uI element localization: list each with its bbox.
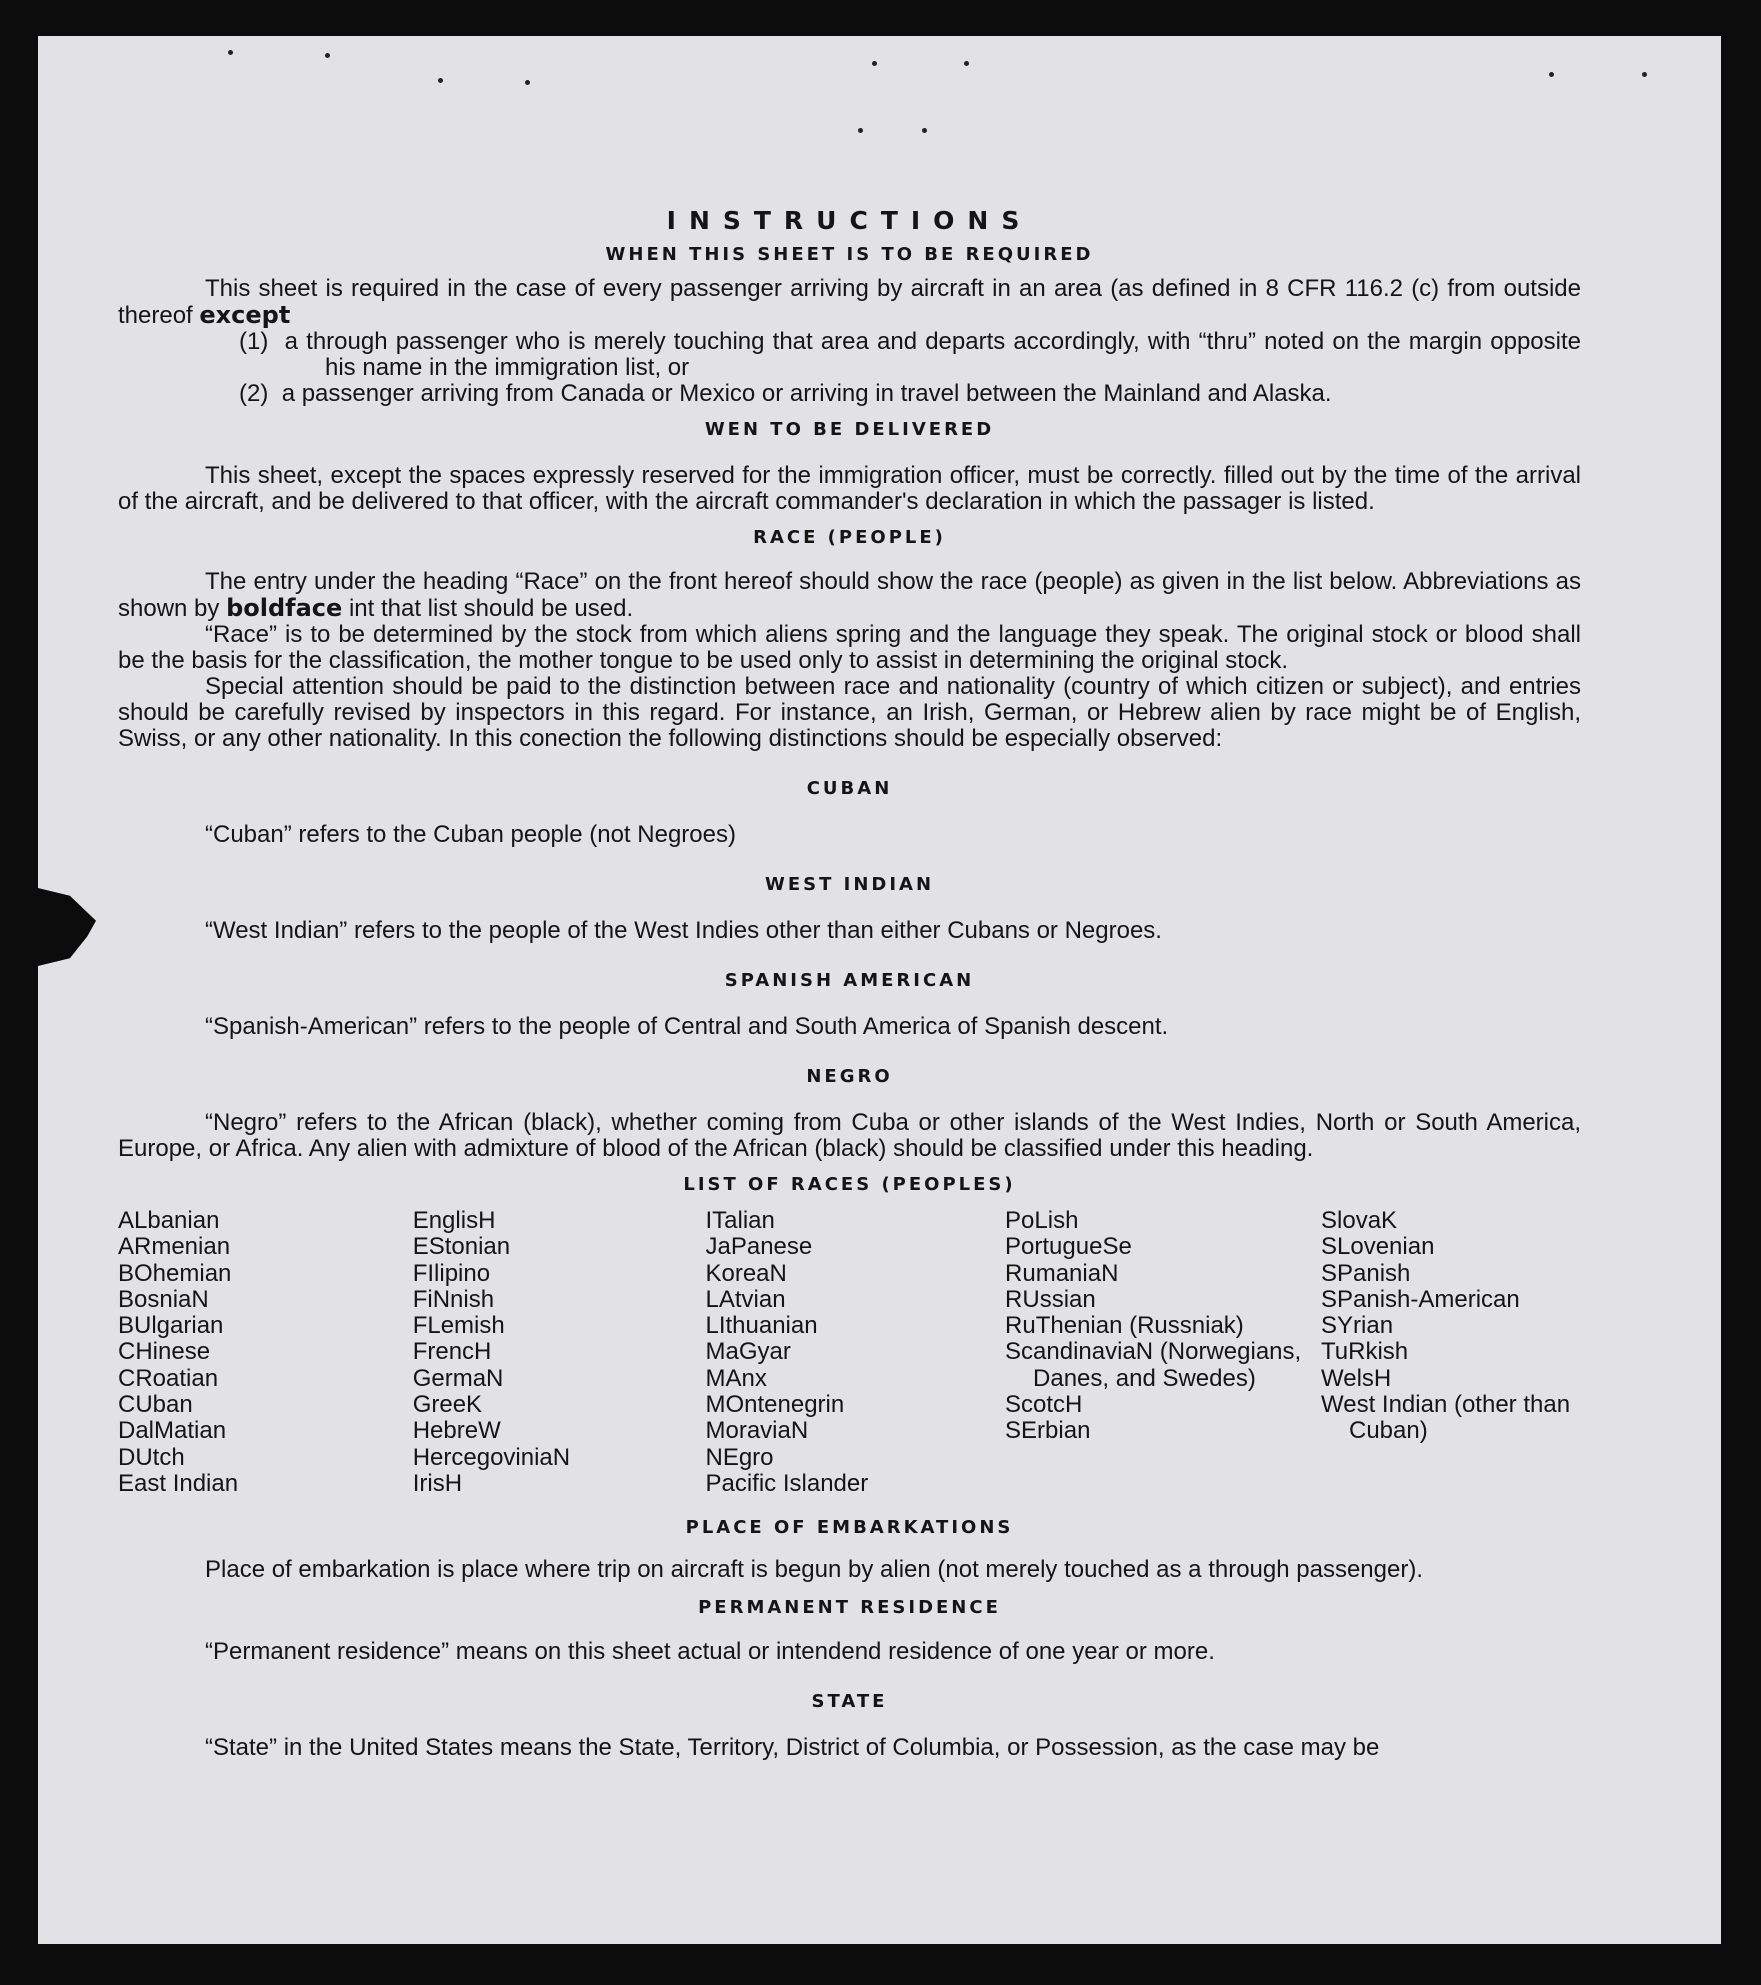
race-entry: Pacific Islander <box>705 1469 869 1497</box>
section-heading: STATE <box>811 1691 888 1713</box>
section-heading: WEST INDIAN <box>764 874 935 895</box>
paragraph: “Race” is to be determined by the stock from which aliens spring and the language they speak. The original stock or blood shall be the basis for the classification, the mother tongue to be used only to assist in determining the original stock. <box>118 621 1581 674</box>
race-entry: FIlipino <box>412 1259 491 1287</box>
race-entry: EStonian <box>412 1233 511 1261</box>
item-text: a passenger arriving from Canada or Mexico or arriving in travel between the Mainland and Alaska. <box>281 380 1332 407</box>
section-heading: PLACE OF EMBARKATIONS <box>685 1517 1014 1539</box>
race-entry: HercegoviniaN <box>412 1443 571 1471</box>
list-item <box>118 381 1581 407</box>
race-entry: KoreaN <box>705 1259 787 1287</box>
paragraph: “Permanent residence” means on this sheet actual or intendend residence of one year or more. <box>205 1638 1215 1666</box>
race-entry: FrencH <box>412 1338 492 1366</box>
race-entry: ALbanian <box>118 1207 220 1234</box>
race-entry: DalMatian <box>118 1417 227 1445</box>
page-edge-tear <box>38 888 96 966</box>
section-when-delivered <box>118 419 1581 515</box>
section-when-required <box>118 244 1581 407</box>
section-heading: SPANISH AMERICAN <box>724 970 975 991</box>
race-entry: CUban <box>118 1391 193 1419</box>
race-entry: SPanish <box>1321 1259 1411 1287</box>
paragraph: “Negro” refers to the African (black), whether coming from Cuba or other islands of the West Indies, North or South America, Europe, or Africa. Any alien with admixture of blood of the African (black) should be classified under this heading. <box>118 1109 1581 1162</box>
speck <box>922 128 927 133</box>
item-number: (2) <box>239 380 269 407</box>
race-entry: MaGyar <box>705 1338 791 1366</box>
bold-term: boldface <box>226 594 343 622</box>
race-entry: ITalian <box>705 1207 775 1234</box>
race-entry: SLovenian <box>1321 1233 1435 1261</box>
speck <box>228 50 233 55</box>
paragraph <box>118 569 1581 622</box>
race-entry: CRoatian <box>118 1364 219 1392</box>
race-entry: FiNnish <box>412 1285 495 1313</box>
race-entry: BUlgarian <box>118 1312 224 1340</box>
section-heading: CUBAN <box>806 778 893 799</box>
paragraph <box>118 276 1581 329</box>
race-entry: GermaN <box>412 1364 504 1392</box>
paragraph-text: int that list should be used. <box>348 595 634 622</box>
race-entry: SYrian <box>1321 1312 1394 1340</box>
section-embarkation <box>118 1517 1581 1583</box>
section-state <box>118 1691 1581 1761</box>
paragraph: This sheet, except the spaces expressly reserved for the immigration officer, must be correctly. filled out by the time of the arrival of the aircraft, and be delivered to that officer, with the aircraft commander's declaration in which the passager is listed. <box>118 462 1581 515</box>
section-heading: NEGRO <box>806 1066 893 1087</box>
paragraph: “Cuban” refers to the Cuban people (not Negroes) <box>205 821 736 848</box>
race-entry: LIthuanian <box>705 1312 818 1340</box>
paragraph-text: The entry under the heading “Race” on the front hereof should show the race (people) as given in the list below. Abbreviations as shown by <box>118 568 1581 622</box>
race-entry: MoraviaN <box>705 1417 809 1445</box>
section-negro <box>118 1066 1581 1162</box>
paragraph: “State” in the United States means the State, Territory, District of Columbia, or Possession, as the case may be <box>205 1734 1380 1762</box>
race-entry: CHinese <box>118 1338 211 1366</box>
section-cuban <box>118 778 1581 848</box>
section-heading: WHEN THIS SHEET IS TO BE REQUIRED <box>605 244 1094 265</box>
race-entry: PoLish <box>1005 1207 1079 1234</box>
race-entry: IrisH <box>412 1469 463 1497</box>
section-race <box>118 527 1581 752</box>
section-heading: RACE (PEOPLE) <box>753 527 946 548</box>
section-residence <box>118 1597 1581 1665</box>
speck <box>1549 72 1554 77</box>
race-entry: MOntenegrin <box>705 1391 845 1419</box>
bold-term: except <box>199 301 291 329</box>
speck <box>325 53 330 58</box>
speck <box>438 78 443 83</box>
races-column <box>413 1208 706 1497</box>
list-item <box>118 329 1581 381</box>
paragraph: “Spanish-American” refers to the people of Central and South America of Spanish descent. <box>205 1013 1169 1040</box>
speck <box>525 80 530 85</box>
race-entry: BOhemian <box>118 1259 232 1287</box>
race-entry: SPanish-American <box>1321 1285 1520 1313</box>
race-entry: MAnx <box>705 1364 767 1392</box>
race-entry: PortugueSe <box>1005 1233 1132 1261</box>
speck <box>964 61 969 66</box>
race-entry: RuThenian (Russniak) <box>1005 1312 1244 1340</box>
race-entry: NEgro <box>705 1443 774 1471</box>
race-entry: ScandinaviaN (Norwegians, Danes, and Swedes) <box>1005 1338 1302 1392</box>
race-entry: West Indian (other than Cuban) <box>1321 1391 1571 1445</box>
race-entry: East Indian <box>118 1469 239 1497</box>
race-entry: RUssian <box>1005 1285 1096 1313</box>
race-entry: DUtch <box>118 1443 185 1471</box>
race-entry: JaPanese <box>705 1233 813 1261</box>
race-entry: ScotcH <box>1005 1391 1083 1419</box>
paragraph: Place of embarkation is place where trip on aircraft is begun by alien (not merely touched as a through passenger). <box>205 1556 1423 1584</box>
races-column <box>1321 1208 1581 1497</box>
section-heading: LIST OF RACES (PEOPLES) <box>683 1174 1016 1195</box>
section-spanish-american <box>118 970 1581 1040</box>
race-entry: BosniaN <box>118 1285 209 1313</box>
races-column <box>1005 1208 1321 1497</box>
section-heading: WEN TO BE DELIVERED <box>704 419 995 440</box>
section-list-of-races <box>118 1174 1581 1497</box>
item-number: (1) <box>239 328 269 355</box>
race-entry: WelsH <box>1321 1364 1392 1392</box>
races-column <box>705 1208 1005 1497</box>
race-entry: SErbian <box>1005 1417 1091 1445</box>
race-entry: FLemish <box>412 1312 505 1340</box>
page-title: INSTRUCTIONS <box>666 206 1033 235</box>
race-entry: TuRkish <box>1321 1338 1409 1366</box>
speck <box>1642 72 1647 77</box>
race-entry: EnglisH <box>412 1207 496 1234</box>
race-entry: GreeK <box>412 1391 483 1419</box>
section-heading: PERMANENT RESIDENCE <box>698 1597 1001 1619</box>
section-west-indian <box>118 874 1581 944</box>
races-column <box>118 1208 413 1497</box>
speck <box>858 128 863 133</box>
item-text: a through passenger who is merely touching that area and departs accordingly, with “thru” noted on the margin opposite his name in the immigration list, or <box>284 328 1581 381</box>
race-entry: HebreW <box>412 1417 501 1445</box>
document-page <box>38 36 1721 1944</box>
race-entry: ARmenian <box>118 1233 231 1261</box>
race-entry: SlovaK <box>1321 1207 1398 1234</box>
paragraph: Special attention should be paid to the distinction between race and nationality (country of which citizen or subject), and entries should be carefully revised by inspectors in this regard. For instance, an Irish, German, or Hebrew alien by race might be of English, Swiss, or any other nationality. In this conection the following distinctions should be especially observed: <box>118 673 1581 752</box>
paragraph-text: This sheet is required in the case of every passenger arriving by aircraft in an area (as defined in 8 CFR 116.2 (c) from outside thereof <box>118 275 1581 329</box>
speck <box>872 61 877 66</box>
race-entry: LAtvian <box>705 1285 786 1313</box>
race-entry: RumaniaN <box>1005 1259 1119 1287</box>
races-list <box>118 1208 1581 1497</box>
paragraph: “West Indian” refers to the people of the West Indies other than either Cubans or Negroes. <box>205 917 1162 944</box>
